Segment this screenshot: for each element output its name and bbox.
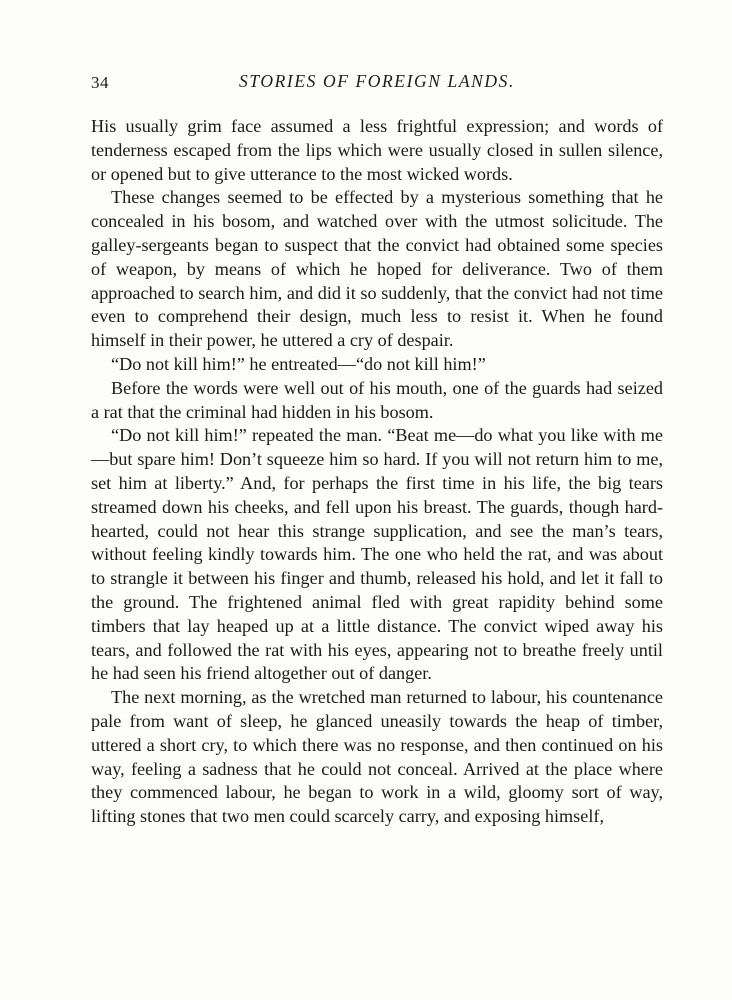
paragraph: His usually grim face assumed a less frightful expression; and words of tenderness escaped from the lips which were usually closed in sullen silence, or opened but to give utterance to the most wicked words. xyxy=(91,116,663,184)
paragraph: The next morning, as the wretched man returned to labour, his countenance pale from want of sleep, he glanced uneasily towards the heap of timber, uttered a short cry, to which there was no response, and then continued on his way, feeling a sadness that he could not conceal. Arrived at the place where they commenced labour, he began to work in a wild, gloomy sort of way, lifting stones that two men could scarcely carry, and exposing himself, xyxy=(91,687,663,827)
paragraph: Before the words were well out of his mouth, one of the guards had seized a rat that the criminal had hidden in his bosom. xyxy=(91,377,663,422)
running-title: STORIES OF FOREIGN LANDS. xyxy=(239,71,515,91)
paragraph: “Do not kill him!” he entreated—“do not kill him!” xyxy=(111,353,486,374)
paragraph: These changes seemed to be effected by a mysterious something that he concealed in his bosom, and watched over with the utmost solicitude. The galley-sergeants began to suspect that the convict had obtained some species of weapon, by means of which he hoped for deliverance. Two of them approached to search him, and did it so suddenly, that the convict had not time even to comprehend their design, much less to resist it. When he found himself in their power, he uttered a cry of despair. xyxy=(91,187,663,351)
running-head xyxy=(91,71,663,97)
body-text xyxy=(91,115,663,829)
paragraph: “Do not kill him!” repeated the man. “Beat me—do what you like with me—but spare him! Don’t squeeze him so hard. If you will not return him to me, set him at liberty.” And, for perhaps the first time in his life, the big tears streamed down his cheeks, and fell upon his breast. The guards, though hard-hearted, could not hear this strange supplication, and see the man’s tears, without feeling kindly towards him. The one who held the rat, and was about to strangle it between his finger and thumb, released his hold, and let it fall to the ground. The frightened animal fled with great rapidity behind some timbers that lay heaped up at a little distance. The convict wiped away his tears, and followed the rat with his eyes, appearing not to breathe freely until he had seen his friend altogether out of danger. xyxy=(91,425,663,684)
page-number: 34 xyxy=(91,73,109,92)
